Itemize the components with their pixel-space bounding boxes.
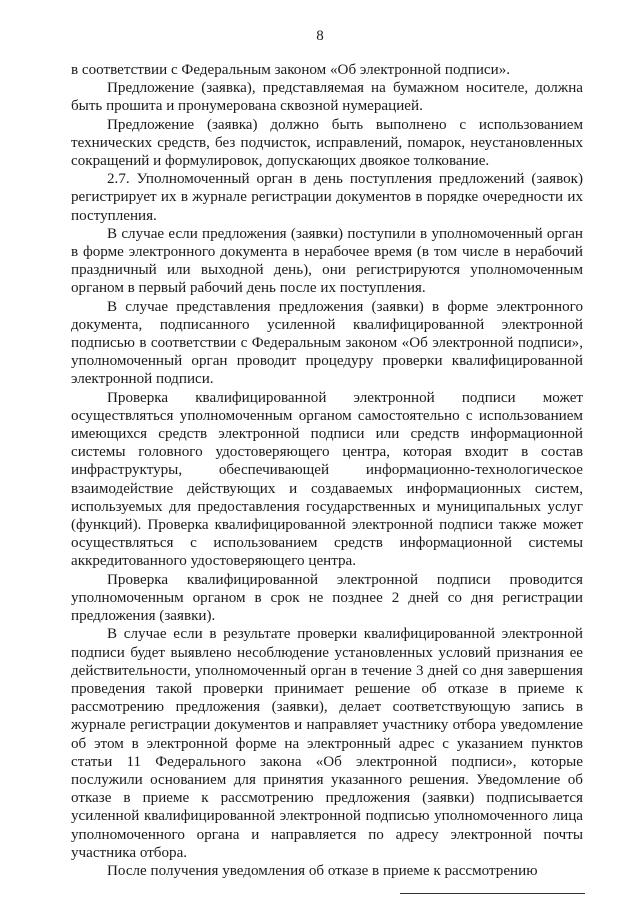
paragraph-3: Предложение (заявка) должно быть выполнено с использованием технических средств, без подчисток, исправлений, помарок, неустановленных сокращений и формулировок, допускающих двоякое толкование. bbox=[71, 116, 583, 170]
paragraph-9: В случае если в результате проверки квалифицированной электронной подписи будет выявлено несоблюдение установленных условий признания ее действительности, уполномоченный орган в течение 3 дней со дня завершения проведения такой проверки принимает решение об отказе в приеме к рассмотрению предложения (заявки), делает соответствующую запись в журнале регистрации документов и направляет участнику отбора уведомление об этом в электронной форме на электронный адрес с указанием пунктов статьи 11 Федерального закона «Об электронной подписи», которые послужили основанием для принятия указанного решения. Уведомление об отказе в приеме к рассмотрению предложения (заявки) подписывается усиленной квалифицированной электронной подписью уполномоченного лица уполномоченного органа и направляется по адресу электронной почты участника отбора. bbox=[71, 626, 583, 861]
paragraph-7: Проверка квалифицированной электронной подписи может осуществляться уполномоченным органом самостоятельно с использованием имеющихся средств электронной подписи или средств информационной системы головного удостоверяющего центра, которая входит в состав инфраструктуры, обеспечивающей информационно-технологическое взаимодействие действующих и создаваемых информационных систем, используемых для предоставления государственных и муниципальных услуг (функций). Проверка квалифицированной электронной подписи также может осуществляться с использованием средств информационной системы аккредитованного удостоверяющего центра. bbox=[71, 389, 583, 570]
paragraph-1: в соответствии с Федеральным законом «Об электронной подписи». bbox=[71, 62, 511, 78]
paragraph-5: В случае если предложения (заявки) поступили в уполномоченный орган в форме электронного документа в нерабочее время (в том числе в нерабочий праздничный или выходной день), они регистрируются уполномоченным органом в первый рабочий день после их поступления. bbox=[71, 225, 583, 297]
page-number: 8 bbox=[316, 28, 324, 44]
footer-rule bbox=[400, 893, 585, 894]
paragraph-2: Предложение (заявка), представляемая на бумажном носителе, должна быть прошита и пронумерована сквозной нумерацией. bbox=[71, 80, 583, 115]
document-body bbox=[71, 61, 583, 880]
paragraph-4: 2.7. Уполномоченный орган в день поступления предложений (заявок) регистрирует их в журнале регистрации документов в порядке очередности их поступления. bbox=[71, 171, 583, 224]
paragraph-10: После получения уведомления об отказе в приеме к рассмотрению bbox=[107, 862, 538, 879]
paragraph-6: В случае представления предложения (заявки) в форме электронного документа, подписанного усиленной квалифицированной электронной подписью в соответствии с Федеральным законом «Об электронной подписи», уполномоченный орган проводит процедуру проверки квалифицированной электронной подписи. bbox=[71, 298, 583, 388]
paragraph-8: Проверка квалифицированной электронной подписи проводится уполномоченным органом в срок не позднее 2 дней со дня регистрации предложения (заявки). bbox=[71, 571, 583, 625]
